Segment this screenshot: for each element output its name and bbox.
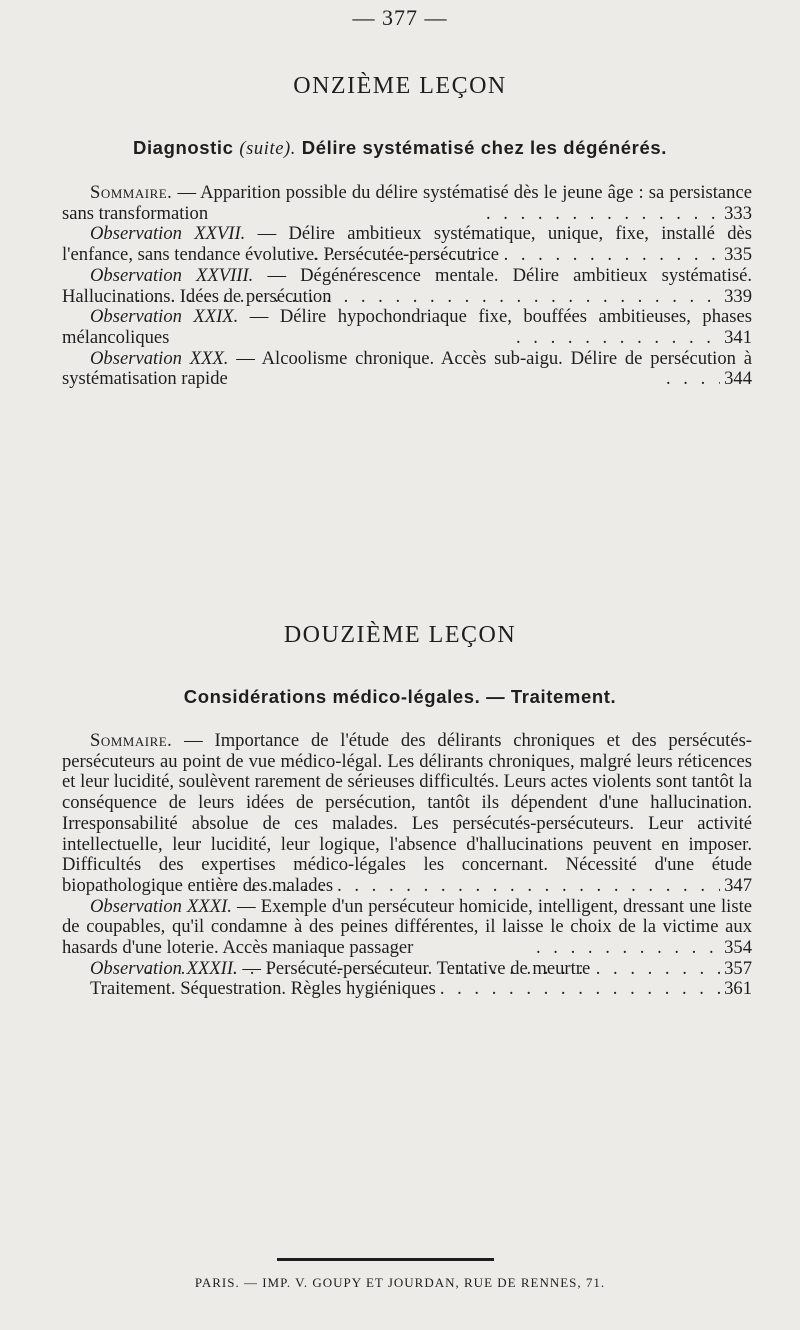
subtitle-lead: Diagnostic xyxy=(132,137,234,158)
summary-entry xyxy=(62,731,752,897)
lesson-12-subtitle: Considérations médico-légales. — Traitement. xyxy=(183,686,617,707)
entry-text: — Exemple d'un persécuteur homicide, intelligent, dressant une liste de coupables, qu'il condamne à des peines différentes, il laisse le choix de la victime aux hasards d'une loterie. Accès maniaque passager xyxy=(62,895,752,959)
entry-text: — Importance de l'étude des délirants chroniques et des persécutés-persécuteurs au point de vue médico-légal. Les délirants chroniques, malgré leurs réticences et leur lucidité, soulèvent rarement de sérieuses difficultés. Leurs actes violents sont tantôt la conséquence de leurs idées de persécution, tantôt ils dépendent d'une hallucination. Irresponsabilité absolue de ces malades. Les persécutés-persécuteurs. Leur activité intellectuelle, leur lucidité, leur logique, l'absence d'hallucinations peuvent en imposer. Difficultés des expertises médico-légales les concernant. Nécessité d'une étude biopathologique entière des malades xyxy=(62,730,752,896)
toc-leader xyxy=(62,287,752,308)
observation-ref: Observation XXXI. xyxy=(90,895,232,917)
dot-leader xyxy=(516,328,720,349)
dot-leader xyxy=(136,287,720,308)
observation-ref: Observation XXIX. xyxy=(90,306,239,328)
lesson-11-title: ONZIÈME LEÇON xyxy=(293,73,507,99)
entry-text: — Persécuté-persécuteur. Tentative de meurtre xyxy=(242,957,591,979)
page-ref: 357 xyxy=(724,957,752,979)
page-ref: 354 xyxy=(724,937,752,959)
page-ref: 361 xyxy=(724,978,752,1000)
dot-leader xyxy=(486,204,720,225)
summary-entry xyxy=(62,979,752,1000)
entry-text: — Délire hypochondriaque fixe, bouffées ambitieuses, phases mélancoliques xyxy=(62,306,752,348)
entry-text: Traitement. Séquestration. Règles hygiéniques xyxy=(90,978,436,1000)
dot-leader xyxy=(296,245,720,266)
observation-ref: Observation XXXII. xyxy=(90,957,238,979)
observation-ref: Observation XXVIII. xyxy=(90,264,254,286)
sommaire-label: Sommaire. xyxy=(90,730,173,751)
subtitle-suite: (suite). xyxy=(239,139,296,159)
dot-leader xyxy=(536,938,720,959)
lesson-12-title: DOUZIÈME LEÇON xyxy=(283,622,517,648)
entry-text: — Alcoolisme chronique. Accès sub-aigu. Délire de persécution à systématisation rapide xyxy=(62,347,752,390)
dot-leader xyxy=(216,876,720,897)
subtitle-rest: Délire systématisé chez les dégénérés. xyxy=(301,137,667,158)
entry-text: — Dégénérescence mentale. Délire ambitieux systématisé. Hallucinations. Idées de persécution xyxy=(62,264,752,307)
dot-leader xyxy=(440,979,720,1000)
printer-imprint: PARIS. — IMP. V. GOUPY ET JOURDAN, RUE DE RENNES, 71. xyxy=(194,1275,606,1290)
lesson-11-summary xyxy=(62,183,752,390)
dot-leader xyxy=(146,959,720,980)
lesson-12-summary xyxy=(62,731,752,1000)
observation-ref: Observation XXX. xyxy=(90,347,229,369)
page-ref: 347 xyxy=(724,874,752,896)
lesson-11-subtitle xyxy=(0,137,800,160)
page-ref: 333 xyxy=(724,202,752,224)
page-ref: 344 xyxy=(724,368,752,390)
page-ref: 335 xyxy=(724,244,752,266)
page-ref: 339 xyxy=(724,285,752,307)
footer-rule xyxy=(277,1258,494,1261)
entry-text: — Apparition possible du délire systématisé dès le jeune âge : sa persistance sans transformation xyxy=(62,182,752,224)
entry-text: — Délire ambitieux systématique, unique, fixe, installé dès l'enfance, sans tendance évolutive. Persécutée-persécutrice xyxy=(62,223,752,266)
page-number: — 377 — xyxy=(352,5,448,30)
toc-leader xyxy=(62,959,752,980)
observation-ref: Observation XXVII. xyxy=(90,223,246,245)
dot-leader xyxy=(666,369,720,390)
sommaire-label: Sommaire. xyxy=(90,182,173,203)
page-ref: 341 xyxy=(724,326,752,348)
